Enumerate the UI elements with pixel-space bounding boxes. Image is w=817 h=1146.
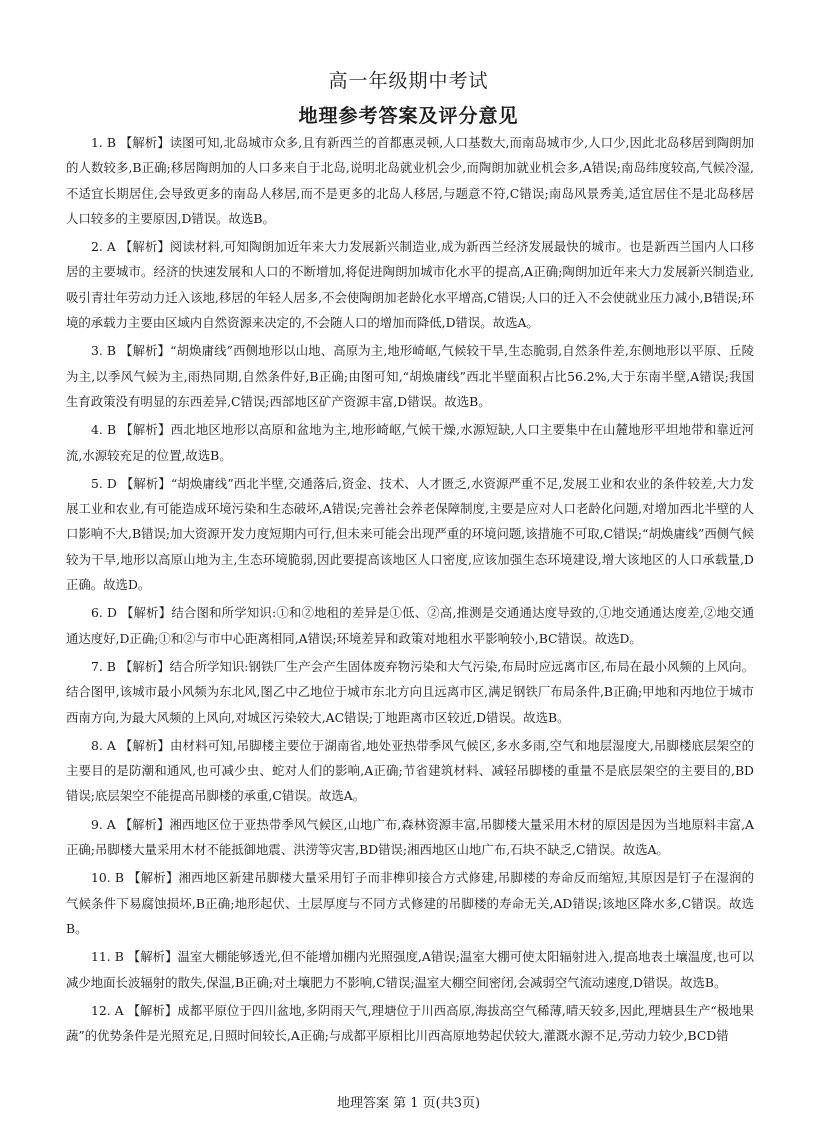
document-subtitle: 地理参考答案及评分意见 [298,105,519,127]
answer-1: 1. B 【解析】读图可知,北岛城市众多,且有新西兰的首都惠灵顿,人口基数大,而南岛城市少,人口少,因此北岛移居到陶朗加的人数较多,B正确;移居陶朗加的人口多来自于北岛,说明北岛就业机会少,而陶朗加就业机会多,A错误;南岛纬度较高,气候冷湿,不适宜长期居住,会导致更多的南岛人移居,而不是更多的北岛人移居,与题意不符,C错误;南岛风景秀美,适宜居住不是北岛移居人口较多的主要原因,D错误。故选B。 [66,135,754,226]
answer-11: 11. B 【解析】温室大棚能够透光,但不能增加棚内光照强度,A错误;温室大棚可使太阳辐射进入,提高地表土壤温度,也可以减少地面长波辐射的散失,保温,B正确;对土壤肥力不影响,C错误;温室大棚空间密闭,会减弱空气流动速度,D错误。故选B。 [66,949,754,990]
page-footer: 地理答案 第 1 页(共3页) [336,1096,481,1111]
answer-2: 2. A 【解析】阅读材料,可知陶朗加近年来大力发展新兴制造业,成为新西兰经济发展最快的城市。也是新西兰国内人口移居的主要城市。经济的快速发展和人口的不断增加,将促进陶朗加城市化水平的提高,A正确;陶朗加近年来大力发展新兴制造业,吸引青壮年劳动力迁入该地,移居的年轻人居多,不会使陶朗加老龄化水平增高,C错误;人口的迁入不会使就业压力减小,B错误;环境的承载力主要由区域内自然资源来决定的,不会随人口的增加而降低,D错误。故选A。 [66,239,754,331]
answer-9: 9. A 【解析】湘西地区位于亚热带季风气候区,山地广布,森林资源丰富,吊脚楼大量采用木材的原因是因为当地原料丰富,A正确;吊脚楼大量采用木材不能抵御地震、洪涝等灾害,BD错误;湘西地区山地广布,石块不缺乏,C错误。故选A。 [66,816,754,858]
answer-4: 4. B 【解析】西北地区地形以高原和盆地为主,地形崎岖,气候干燥,水源短缺,人口主要集中在山麓地形平坦地带和靠近河流,水源较充足的位置,故选B。 [66,422,754,463]
answer-5: 5. D 【解析】“胡焕庸线”西北半壁,交通落后,资金、技术、人才匮乏,水资源严重不足,发展工业和农业的条件较差,大力发展工业和农业,有可能造成环境污染和生态破坏,A错误;完善社会养老保障制度,主要是应对人口老龄化问题,对增加西北半壁的人口影响不大,B错误;加大资源开发力度短期内可行,但未来可能会出现严重的环境问题,该措施不可取,C错误;“胡焕庸线”西侧气候较为干旱,地形以高原山地为主,生态环境脆弱,因此要提高该地区人口密度,应该加强生态环境建设,增大该地区的人口承载量,D正确。故选D。 [66,475,754,593]
answer-10: 10. B 【解析】湘西地区新建吊脚楼大量采用钉子而非榫卯接合方式修建,吊脚楼的寿命反而缩短,其原因是钉子在湿润的气候条件下易腐蚀损坏,B正确;地形起伏、土层厚度与不同方式修建的吊脚楼的寿命无关,AD错误;该地区降水多,C错误。故选B。 [66,870,754,936]
answer-8: 8. A 【解析】由材料可知,吊脚楼主要位于湖南省,地处亚热带季风气候区,多水多雨,空气和地层湿度大,吊脚楼底层架空的主要目的是防潮和通风,也可减少虫、蛇对人们的影响,A正确;节省建筑材料、减轻吊脚楼的重量不是底层架空的主要目的,BD错误;底层架空不能提高吊脚楼的承重,C错误。故选A。 [66,737,754,804]
answer-list [66,130,754,1051]
answer-6: 6. D 【解析】结合图和所学知识:①和②地租的差异是①低、②高,推测是交通通达度导致的,①地交通通达度差,②地交通通达度好,D正确;①和②与市中心距离相同,A错误;环境差异和政策对地租水平影响较小,BC错误。故选D。 [66,605,754,646]
answer-3: 3. B 【解析】“胡焕庸线”西侧地形以山地、高原为主,地形崎岖,气候较干旱,生态脆弱,自然条件差,东侧地形以平原、丘陵为主,以季风气候为主,雨热同期,自然条件好,B正确;由图可知,“胡焕庸线”西北半壁面积占比56.2%,大于东南半壁,A错误;我国生育政策没有明显的东西差异,C错误;西部地区矿产资源丰富,D错误。故选B。 [66,343,754,409]
answer-12: 12. A 【解析】成都平原位于四川盆地,多阴雨天气,理塘位于川西高原,海拔高空气稀薄,晴天较多,因此,理塘县生产“极地果蔬”的优势条件是光照充足,日照时间较长,A正确;与成都平原相比川西高原地势起伏较大,灌溉水源不足,劳动力较少,BCD错 [66,1002,754,1044]
answer-7: 7. B 【解析】结合所学知识:钢铁厂生产会产生固体废弃物污染和大气污染,布局时应远离市区,布局在最小风频的上风向。结合图甲,该城市最小风频为东北风,图乙中乙地位于城市东北方向且远离市区,满足钢铁厂布局条件,B正确;甲地和丙地位于城市西南方向,为最大风频的上风向,对城区污染较大,AC错误;丁地距离市区较近,D错误。故选B。 [66,658,754,725]
exam-title: 高一年级期中考试 [328,70,489,92]
